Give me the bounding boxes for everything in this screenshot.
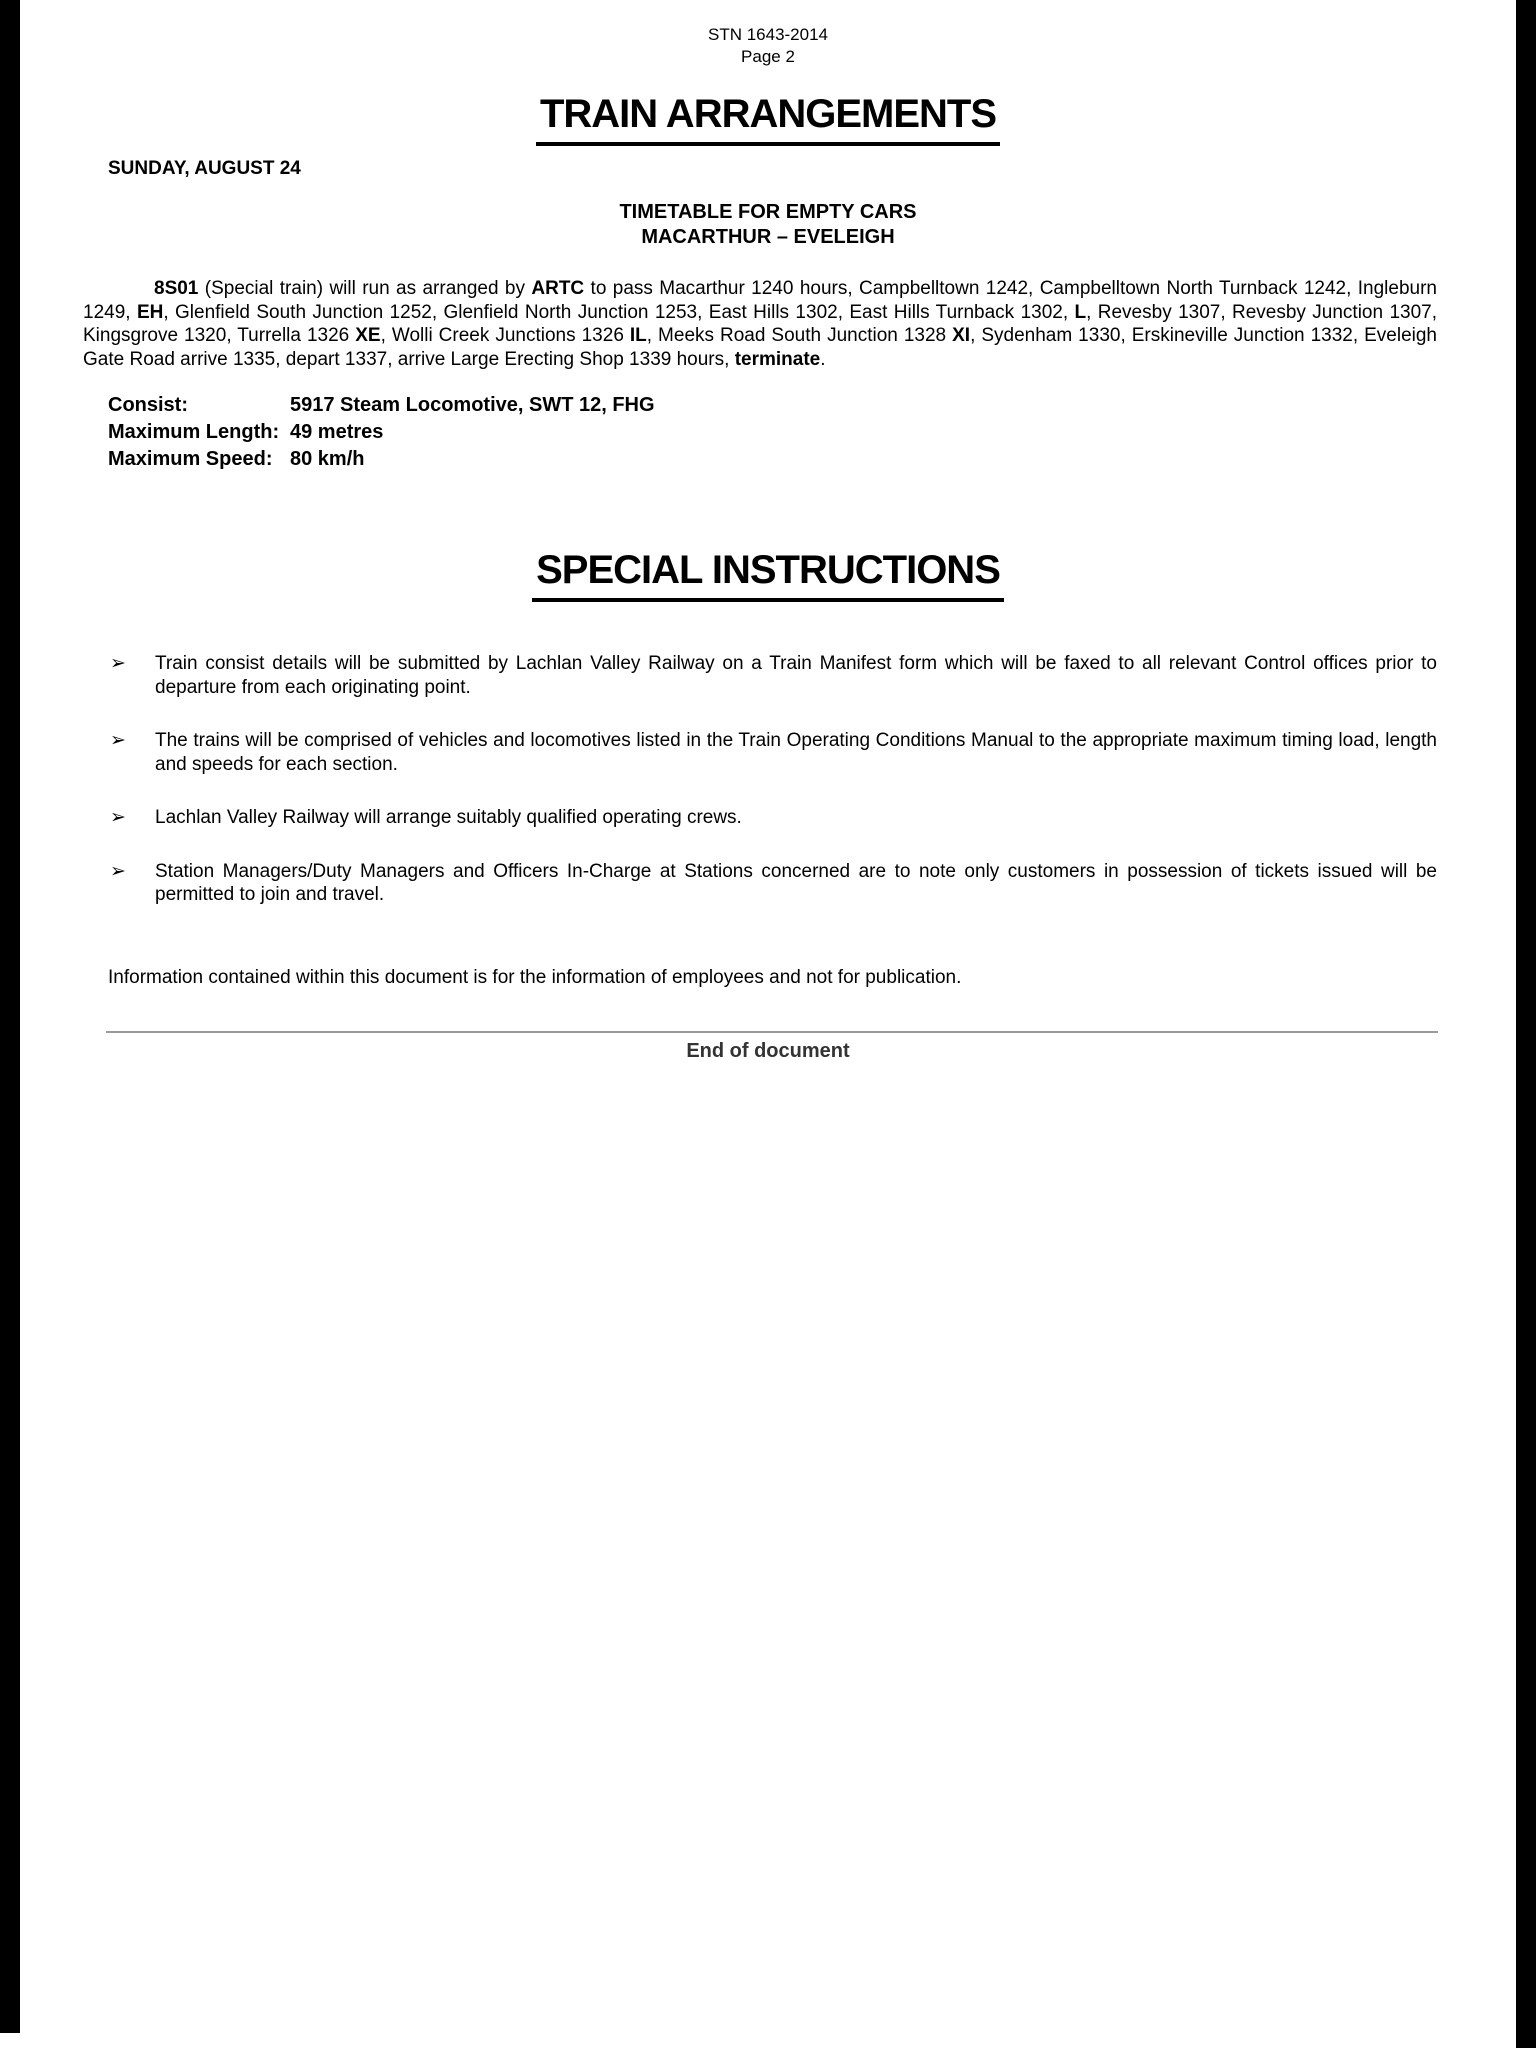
train-run-paragraph: 8S01 (Special train) will run as arranged by ARTC to pass Macarthur 1240 hours, Campbelltown 1242, Campbelltown North Turnback 1242, Ingleburn 1249, EH, Glenfield South Junction 1252, Glenfield North Junction 1253, East Hills 1302, East Hills Turnback 1302, L, Revesby 1307, Revesby Junction 1307, Kingsgrove 1320, Turrella 1326 XE, Wolli Creek Junctions 1326 IL, Meeks Road South Junction 1328 XI, Sydenham 1330, Erskineville Junction 1332, Eveleigh Gate Road arrive 1335, depart 1337, arrive Large Erecting Shop 1339 hours, terminate.	[83, 278, 1438, 370]
main-title: TRAIN ARRANGEMENTS	[536, 92, 1000, 146]
timetable-heading-line1: TIMETABLE FOR EMPTY CARS	[619, 201, 917, 223]
max-speed-label: Maximum Speed:	[108, 448, 273, 470]
consist-row	[108, 419, 1208, 446]
special-instructions-list	[110, 652, 1437, 937]
max-length-label: Maximum Length:	[108, 421, 280, 443]
consist-row	[108, 446, 1208, 473]
end-divider	[106, 1031, 1438, 1033]
bullet-text: The trains will be comprised of vehicles and locomotives listed in the Train Operating Conditions Manual to the appropriate maximum timing load, length and speeds for each section.	[155, 730, 1437, 775]
date-heading: SUNDAY, AUGUST 24	[108, 158, 301, 179]
doc-number: STN 1643-2014	[707, 25, 829, 44]
list-item	[110, 729, 1437, 776]
scan-edge-left	[0, 0, 20, 2033]
bullet-text: Train consist details will be submitted by Lachlan Valley Railway on a Train Manifest form which will be faxed to all relevant Control offices prior to departure from each originating point.	[155, 653, 1437, 698]
main-title-wrap	[20, 92, 1516, 146]
list-item	[110, 806, 1437, 830]
page-number: Page 2	[741, 47, 795, 66]
end-of-document-label: End of document	[686, 1040, 850, 1062]
arrowhead-bullet-icon: ➢	[110, 729, 126, 751]
consist-label: Consist:	[108, 394, 188, 416]
arrowhead-bullet-icon: ➢	[110, 859, 126, 882]
max-speed-value: 80 km/h	[290, 448, 365, 470]
special-instructions-title: SPECIAL INSTRUCTIONS	[532, 548, 1004, 602]
page-header	[20, 24, 1516, 68]
bullet-text: Lachlan Valley Railway will arrange suitably qualified operating crews.	[155, 807, 742, 828]
consist-row	[108, 392, 1208, 419]
special-instructions-title-wrap	[20, 548, 1516, 602]
bullet-text: Station Managers/Duty Managers and Officers In-Charge at Stations concerned are to note only customers in possession of tickets issued will be permitted to join and travel.	[155, 860, 1437, 905]
arrowhead-bullet-icon: ➢	[110, 806, 126, 828]
list-item	[110, 860, 1437, 907]
max-length-value: 49 metres	[290, 421, 384, 443]
consist-block	[108, 392, 1208, 473]
timetable-heading	[20, 200, 1516, 250]
arrowhead-bullet-icon: ➢	[110, 652, 126, 674]
scan-edge-right	[1516, 0, 1536, 2048]
disclaimer-text: Information contained within this document is for the information of employees and not for publication.	[108, 967, 962, 988]
timetable-heading-line2: MACARTHUR – EVELEIGH	[641, 226, 895, 248]
consist-value: 5917 Steam Locomotive, SWT 12, FHG	[290, 394, 655, 416]
list-item	[110, 652, 1437, 699]
